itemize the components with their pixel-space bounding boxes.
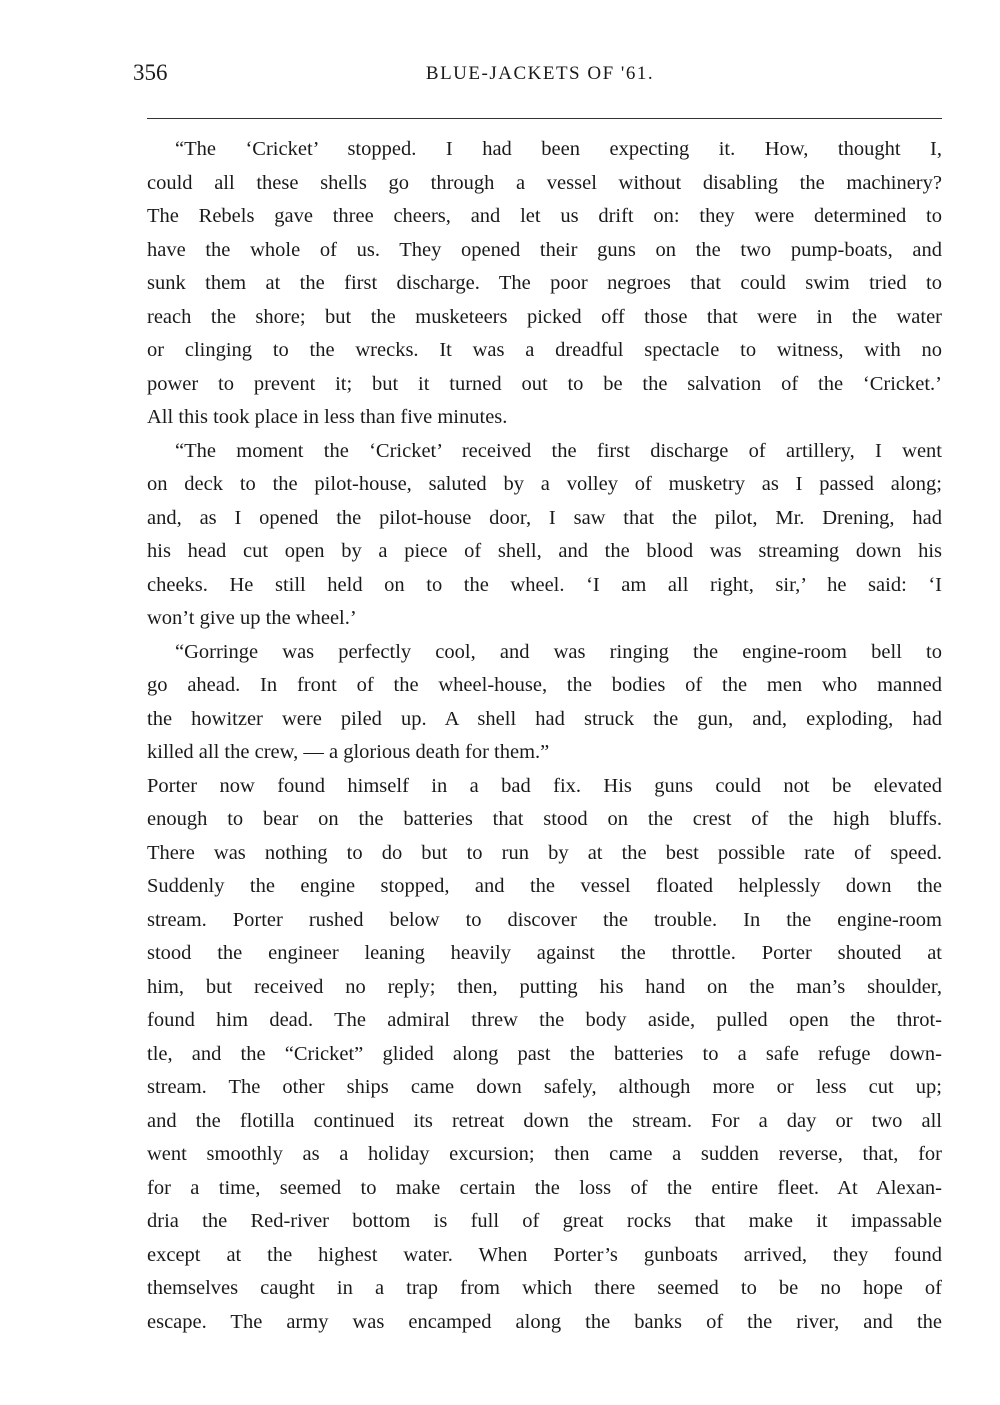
text-line: sunk them at the first discharge. The poor negroes that could swim tried to	[147, 272, 942, 294]
text-line: have the whole of us. They opened their guns on the two pump-boats, and	[147, 238, 942, 261]
text-line: All this took place in less than five minutes.	[147, 406, 508, 428]
text-line: The Rebels gave three cheers, and let us drift on: they were determined to	[147, 205, 942, 227]
text-line: cheeks. He still held on to the wheel. ‘I am all right, sir,’ he said: ‘I	[147, 573, 942, 596]
text-line: power to prevent it; but it turned out to be the salvation of the ‘Cricket.’	[147, 372, 942, 395]
text-line: went smoothly as a holiday excursion; then came a sudden reverse, that, for	[147, 1143, 942, 1165]
text-line: for a time, seemed to make certain the loss of the entire fleet. At Alexan-	[147, 1176, 942, 1199]
text-line: could all these shells go through a vessel without disabling the machinery?	[147, 171, 942, 194]
text-line: Porter now found himself in a bad fix. His guns could not be elevated	[147, 774, 942, 797]
text-line: found him dead. The admiral threw the body aside, pulled open the throt-	[147, 1009, 942, 1031]
text-line: except at the highest water. When Porter’s gunboats arrived, they found	[147, 1243, 942, 1266]
text-line: There was nothing to do but to run by at the best possible rate of speed.	[147, 841, 942, 864]
text-line: stream. The other ships came down safely, although more or less cut up;	[147, 1076, 942, 1098]
text-line: the howitzer were piled up. A shell had struck the gun, and, exploding, had	[147, 707, 942, 730]
text-line: reach the shore; but the musketeers picked off those that were in the water	[147, 305, 942, 328]
text-line: killed all the crew, — a glorious death for them.”	[147, 741, 550, 763]
text-line: go ahead. In front of the wheel-house, the bodies of the men who manned	[147, 674, 942, 696]
text-line: “The ‘Cricket’ stopped. I had been expecting it. How, thought I,	[175, 138, 942, 160]
text-line: tle, and the “Cricket” glided along past the batteries to a safe refuge down-	[147, 1042, 942, 1065]
text-line: dria the Red-river bottom is full of great rocks that make it impassable	[147, 1210, 942, 1232]
text-line: won’t give up the wheel.’	[147, 607, 357, 629]
text-line: stood the engineer leaning heavily against the throttle. Porter shouted at	[147, 942, 942, 964]
text-line: stream. Porter rushed below to discover the trouble. In the engine-room	[147, 908, 942, 931]
text-line: his head cut open by a piece of shell, and the blood was streaming down his	[147, 540, 942, 562]
text-line: or clinging to the wrecks. It was a dreadful spectacle to witness, with no	[147, 339, 942, 361]
text-line: “The moment the ‘Cricket’ received the first discharge of artillery, I went	[175, 439, 942, 462]
page-number: 356	[133, 60, 168, 85]
text-line: enough to bear on the batteries that stood on the crest of the high bluffs.	[147, 808, 942, 830]
text-line: themselves caught in a trap from which there seemed to be no hope of	[147, 1277, 942, 1299]
text-line: him, but received no reply; then, putting his hand on the man’s shoulder,	[147, 975, 942, 998]
text-line: “Gorringe was perfectly cool, and was ringing the engine-room bell to	[175, 640, 942, 663]
body-text	[147, 133, 942, 1339]
text-line: escape. The army was encamped along the banks of the river, and the	[147, 1310, 942, 1333]
header-rule	[147, 118, 942, 119]
text-line: and, as I opened the pilot-house door, I saw that the pilot, Mr. Drening, had	[147, 506, 942, 529]
text-line: and the flotilla continued its retreat down the stream. For a day or two all	[147, 1109, 942, 1132]
running-title: BLUE-JACKETS OF '61.	[425, 63, 655, 84]
text-line: Suddenly the engine stopped, and the vessel floated helplessly down the	[147, 875, 942, 897]
text-line: on deck to the pilot-house, saluted by a volley of musketry as I passed along;	[147, 473, 942, 495]
